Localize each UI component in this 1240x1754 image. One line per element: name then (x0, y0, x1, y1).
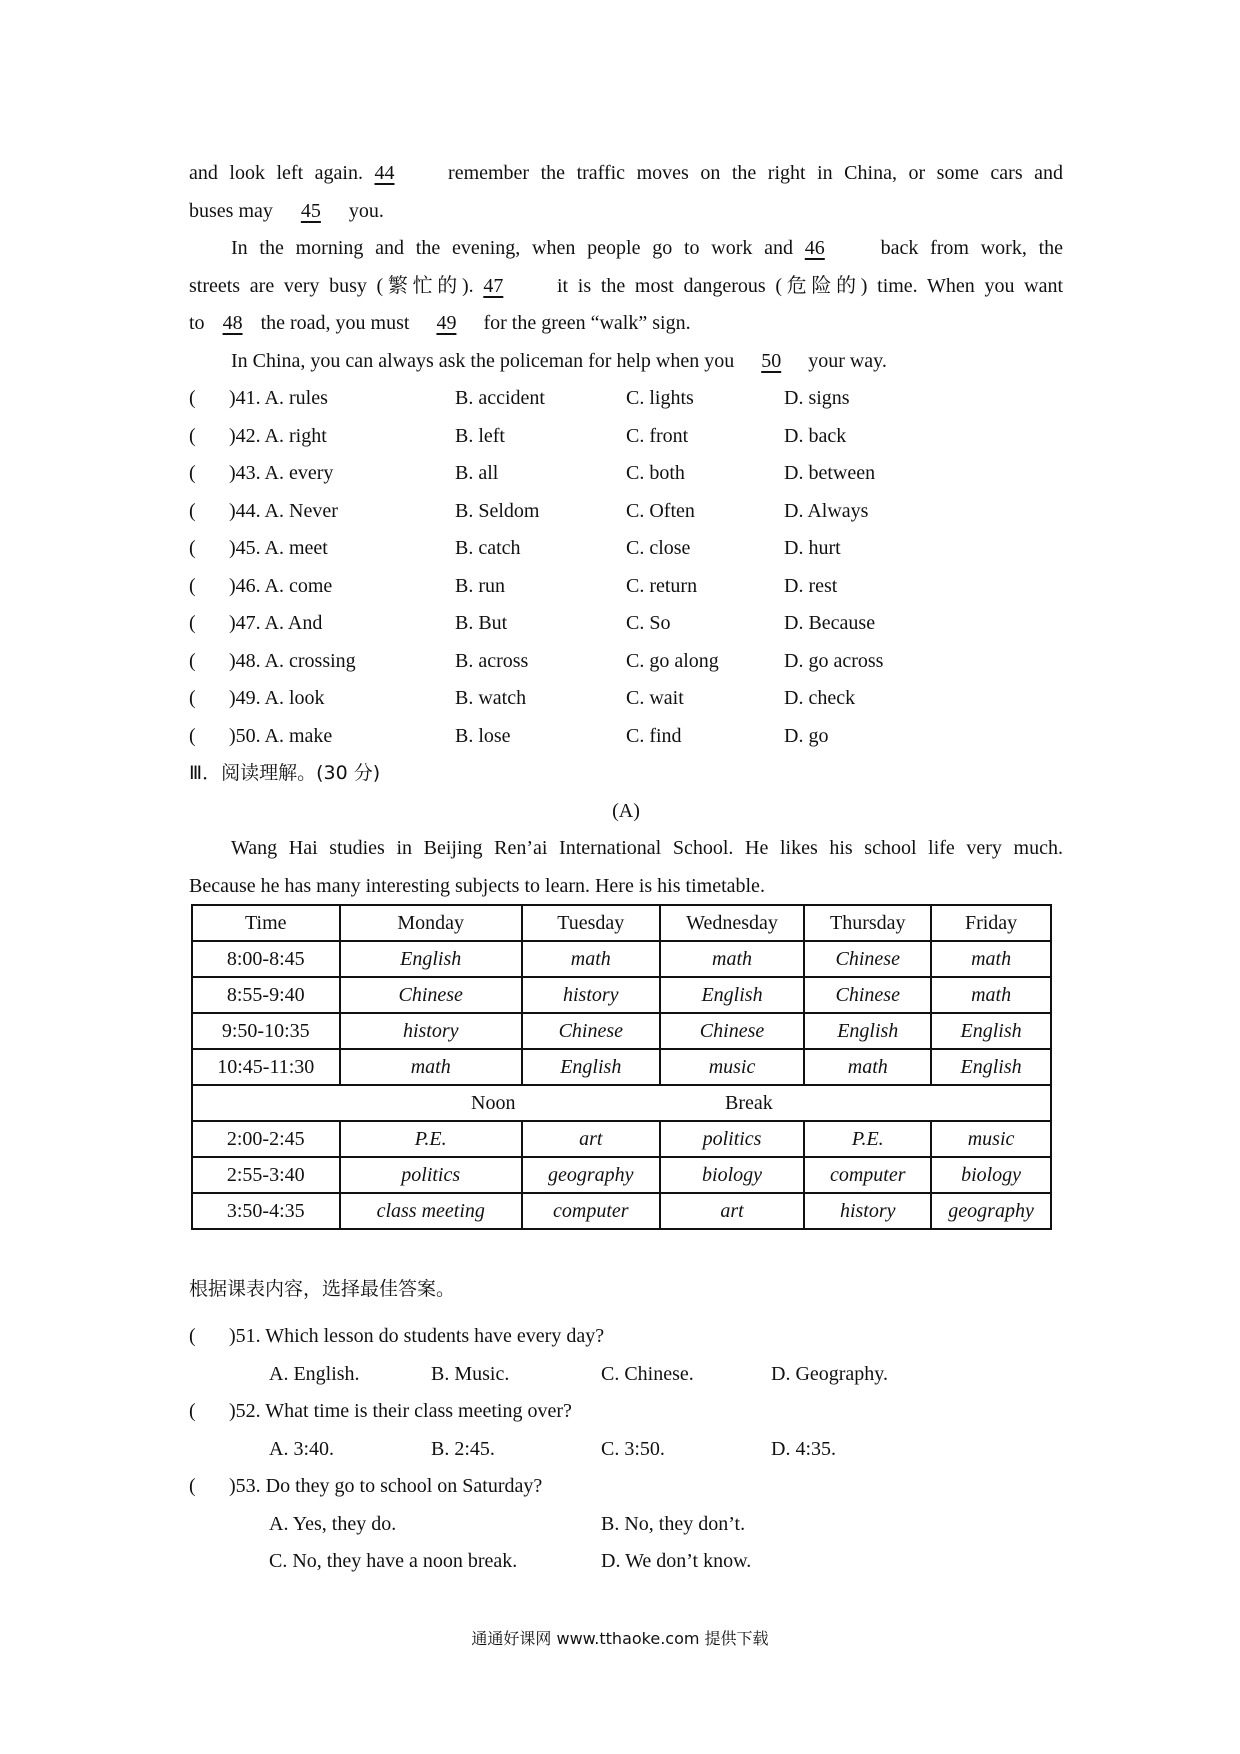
break-label-left: Noon (471, 1092, 516, 1114)
options-row (189, 1506, 1063, 1544)
question-row (189, 718, 1063, 756)
option-d: D. 4:35. (771, 1437, 836, 1460)
option-b: B. 2:45. (431, 1437, 495, 1460)
subject-cell: history (522, 977, 660, 1013)
option-b: B. Music. (431, 1362, 510, 1385)
time-cell: 9:50-10:35 (192, 1013, 340, 1049)
header-cell: Time (192, 905, 340, 941)
header-cell: Tuesday (522, 905, 660, 941)
time-cell: 2:55-3:40 (192, 1157, 340, 1193)
table-row (192, 977, 1051, 1013)
subject-cell: math (931, 941, 1051, 977)
option-c: C. return (626, 574, 698, 597)
question-row (189, 1393, 1063, 1431)
option-c: C. wait (626, 687, 684, 709)
subject-cell: math (931, 977, 1051, 1013)
header-cell: Friday (931, 905, 1051, 941)
instruction-text: 根据课表内容，选择最佳答案。 (189, 1278, 456, 1300)
blank-46: 46 (804, 237, 825, 259)
option-c: C. go along (626, 649, 719, 672)
option-d: D. We don’t know. (601, 1550, 752, 1572)
subject-cell: geography (522, 1157, 660, 1193)
option-a: A. English. (269, 1362, 360, 1385)
time-cell: 3:50-4:35 (192, 1193, 340, 1229)
answer-paren[interactable]: ( (189, 574, 196, 597)
passage-text: your way. (808, 349, 887, 372)
option-d: D. hurt (784, 537, 841, 559)
option-d: D. signs (784, 387, 850, 409)
blank-44: 44 (374, 162, 395, 184)
subject-cell: math (804, 1049, 931, 1085)
option-d: D. check (784, 687, 856, 709)
option-b: B. across (455, 649, 529, 672)
passage-text: to (189, 312, 205, 334)
passage-text: it is the most dangerous (危险的) time. When you want (557, 274, 1064, 297)
option-b: B. accident (455, 387, 545, 409)
passage-line (189, 155, 1063, 193)
option-b: B. left (455, 424, 505, 447)
subject-cell: class meeting (340, 1193, 522, 1229)
option-c: C. So (626, 612, 671, 634)
option-b: B. all (455, 462, 499, 484)
option-c: C. front (626, 424, 689, 447)
table-row (192, 1193, 1051, 1229)
passage-line (189, 305, 1063, 343)
answer-paren[interactable]: ( (189, 687, 196, 709)
reading-paragraph: Wang Hai studies in Beijing Ren’ai International School. He likes his school life very much. (231, 837, 1063, 859)
subject-cell: math (660, 941, 805, 977)
option-d: D. back (784, 424, 847, 447)
passage-text: and look left again. (189, 162, 363, 184)
option-a: )45. A. meet (229, 537, 328, 559)
cloze-passage (189, 155, 1063, 380)
subject-cell: history (804, 1193, 931, 1229)
passage-text: In China, you can always ask the policeman for help when you (231, 349, 735, 372)
option-a: )46. A. come (229, 574, 333, 597)
blank-48: 48 (222, 312, 243, 334)
passage-text: you. (348, 199, 384, 222)
option-c: C. close (626, 537, 691, 559)
option-d: D. between (784, 462, 876, 484)
timetable (191, 904, 1052, 1230)
option-c: C. both (626, 462, 685, 484)
option-c: C. Often (626, 499, 695, 522)
subject-cell: geography (931, 1193, 1051, 1229)
option-a: )48. A. crossing (229, 649, 356, 672)
option-d: D. go across (784, 649, 884, 672)
noon-break-cell (192, 1085, 1051, 1121)
option-d: D. Always (784, 499, 869, 522)
time-cell: 10:45-11:30 (192, 1049, 340, 1085)
question-stem: )53. Do they go to school on Saturday? (229, 1475, 543, 1497)
reading-paragraph: Because he has many interesting subjects to learn. Here is his timetable. (189, 874, 765, 897)
question-row (189, 418, 1063, 456)
header-cell: Thursday (804, 905, 931, 941)
subject-cell: art (660, 1193, 805, 1229)
cloze-options (189, 380, 1063, 905)
question-stem: )51. Which lesson do students have every day? (229, 1325, 605, 1347)
question-row (189, 380, 1063, 418)
option-a: )42. A. right (229, 424, 327, 447)
option-a: )43. A. every (229, 462, 334, 484)
passage-text: back from work, the (880, 237, 1064, 259)
option-b: B. lose (455, 724, 511, 747)
passage-text: the road, you must (260, 312, 410, 334)
option-b: B. No, they don’t. (601, 1512, 746, 1535)
option-a: )49. A. look (229, 687, 325, 709)
options-row (189, 1543, 1063, 1581)
question-row (189, 643, 1063, 681)
blank-47: 47 (483, 274, 504, 297)
passage-line (189, 268, 1063, 306)
option-a: A. Yes, they do. (269, 1512, 397, 1535)
subject-cell: P.E. (340, 1121, 522, 1157)
options-row (189, 1356, 1063, 1394)
option-c: C. Chinese. (601, 1362, 694, 1385)
subject-cell: Chinese (804, 941, 931, 977)
subject-cell: biology (931, 1157, 1051, 1193)
subject-cell: English (522, 1049, 660, 1085)
noon-break-row (192, 1085, 1051, 1121)
question-row (189, 1468, 1063, 1506)
subject-cell: politics (340, 1157, 522, 1193)
passage-text: streets are very busy (繁忙的). (189, 274, 474, 297)
time-cell: 2:00-2:45 (192, 1121, 340, 1157)
header-cell: Wednesday (660, 905, 805, 941)
option-b: B. run (455, 574, 505, 597)
question-row (189, 605, 1063, 643)
answer-paren[interactable]: ( (189, 387, 196, 409)
option-b: B. watch (455, 687, 527, 709)
table-row (192, 941, 1051, 977)
question-row (189, 680, 1063, 718)
option-b: B. But (455, 612, 508, 634)
subject-cell: art (522, 1121, 660, 1157)
answer-paren[interactable]: ( (189, 649, 196, 672)
passage-part-label: (A) (612, 799, 640, 822)
subject-cell: math (340, 1049, 522, 1085)
option-a: )47. A. And (229, 612, 323, 634)
option-a: )50. A. make (229, 724, 333, 747)
subject-cell: biology (660, 1157, 805, 1193)
subject-cell: computer (804, 1157, 931, 1193)
question-row (189, 568, 1063, 606)
question-row (189, 455, 1063, 493)
subject-cell: English (340, 941, 522, 977)
subject-cell: Chinese (804, 977, 931, 1013)
passage-text: buses may (189, 199, 273, 222)
header-cell: Monday (340, 905, 522, 941)
passage-text: for the green “walk” sign. (483, 312, 691, 334)
subject-cell: English (931, 1049, 1051, 1085)
subject-cell: English (931, 1013, 1051, 1049)
option-c: C. 3:50. (601, 1437, 665, 1460)
subject-cell: music (931, 1121, 1051, 1157)
answer-paren[interactable]: ( (189, 1475, 196, 1497)
subject-cell: Chinese (660, 1013, 805, 1049)
passage-text: In the morning and the evening, when people go to work and (231, 237, 794, 259)
question-row (189, 1318, 1063, 1356)
option-a: A. 3:40. (269, 1437, 334, 1460)
option-b: B. catch (455, 537, 521, 559)
question-stem: )52. What time is their class meeting over? (229, 1400, 572, 1422)
option-d: D. Geography. (771, 1362, 889, 1385)
option-c: C. lights (626, 387, 694, 409)
answer-paren[interactable]: ( (189, 424, 196, 447)
blank-45: 45 (300, 199, 321, 222)
answer-paren[interactable]: ( (189, 499, 196, 522)
subject-cell: P.E. (804, 1121, 931, 1157)
table-row (192, 1121, 1051, 1157)
subject-cell: English (804, 1013, 931, 1049)
subject-cell: math (522, 941, 660, 977)
subject-cell: politics (660, 1121, 805, 1157)
option-c: C. No, they have a noon break. (269, 1550, 518, 1572)
option-c: C. find (626, 724, 682, 747)
answer-paren[interactable]: ( (189, 462, 196, 484)
blank-50: 50 (761, 349, 782, 372)
answer-paren[interactable]: ( (189, 537, 196, 559)
question-row (189, 493, 1063, 531)
timetable-header-row (192, 905, 1051, 941)
section-title: Ⅲ．阅读理解。(30 分) (189, 762, 381, 784)
passage-line (189, 193, 1063, 231)
subject-cell: history (340, 1013, 522, 1049)
option-d: D. rest (784, 574, 838, 597)
option-d: D. Because (784, 612, 876, 634)
option-b: B. Seldom (455, 499, 540, 522)
option-a: )44. A. Never (229, 499, 338, 522)
passage-line (189, 343, 1063, 381)
blank-49: 49 (436, 312, 457, 334)
page-footer: 通通好课网 www.tthaoke.com 提供下载 (471, 1629, 769, 1648)
time-cell: 8:00-8:45 (192, 941, 340, 977)
subject-cell: computer (522, 1193, 660, 1229)
table-row (192, 1049, 1051, 1085)
option-d: D. go (784, 724, 829, 747)
passage-line (189, 230, 1063, 268)
reading-questions (189, 1318, 1063, 1581)
time-cell: 8:55-9:40 (192, 977, 340, 1013)
subject-cell: English (660, 977, 805, 1013)
subject-cell: Chinese (340, 977, 522, 1013)
passage-text: remember the traffic moves on the right in China, or some cars and (448, 162, 1063, 184)
question-row (189, 530, 1063, 568)
subject-cell: Chinese (522, 1013, 660, 1049)
answer-paren[interactable]: ( (189, 1400, 196, 1422)
answer-paren[interactable]: ( (189, 612, 196, 634)
option-a: )41. A. rules (229, 387, 328, 409)
break-label-right: Break (725, 1092, 773, 1114)
answer-paren[interactable]: ( (189, 724, 196, 747)
table-row (192, 1157, 1051, 1193)
answer-paren[interactable]: ( (189, 1325, 196, 1347)
table-row (192, 1013, 1051, 1049)
subject-cell: music (660, 1049, 805, 1085)
options-row (189, 1431, 1063, 1469)
